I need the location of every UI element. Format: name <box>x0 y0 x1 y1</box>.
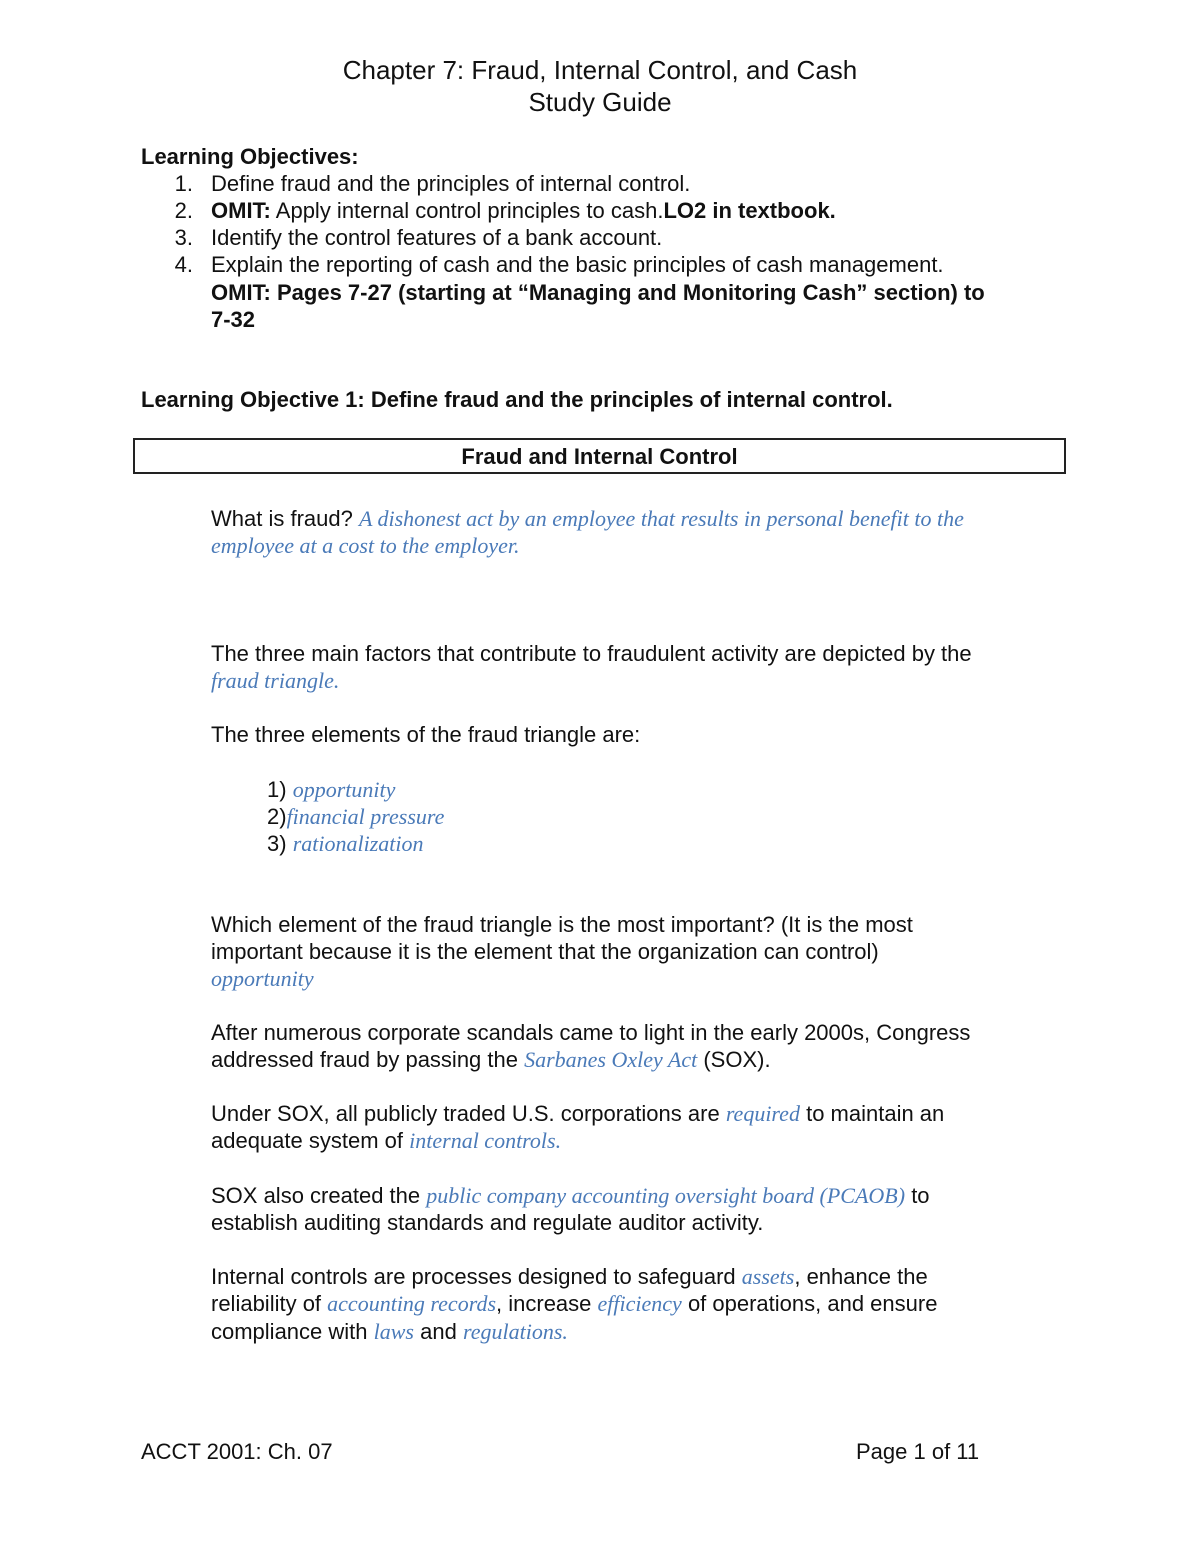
element-number: 3) <box>267 831 287 856</box>
answer-text: Sarbanes Oxley Act <box>524 1047 698 1072</box>
objective-number: 3. <box>174 225 193 250</box>
sox-line1: After numerous corporate scandals came to light in the early 2000s, Congress <box>211 1020 971 1045</box>
ic-line2 <box>211 1290 937 1317</box>
answer-text: fraud triangle <box>211 668 334 693</box>
answer-text: internal controls <box>409 1128 556 1153</box>
objective-number: 2. <box>174 198 193 223</box>
answer-text: accounting records <box>327 1291 497 1316</box>
element-number: 1) <box>267 777 287 802</box>
objective-item <box>153 251 944 278</box>
section-title-box: Fraud and Internal Control <box>133 438 1066 474</box>
question-text: What is fraud? <box>211 506 353 531</box>
objective-number: 4. <box>174 252 193 277</box>
ic-line3: compliance with laws and regulations. <box>211 1319 568 1344</box>
lo1-heading: Learning Objective 1: Define fraud and the principles of internal control. <box>141 387 893 412</box>
sox-line2 <box>211 1046 771 1073</box>
requirement-line2: adequate system of internal controls. <box>211 1128 562 1153</box>
element-number: 2) <box>267 804 287 829</box>
requirement-text: to maintain an <box>806 1101 945 1126</box>
factors-text: The three main factors that contribute to fraudulent activity are depicted by the <box>211 641 972 666</box>
requirement-text: adequate system of <box>211 1128 404 1153</box>
answer-text: A dishonest act by an employee that results in personal benefit to the <box>358 506 964 531</box>
objective-text: Define fraud and the principles of internal control. <box>211 171 691 196</box>
important-question-line2: important because it is the element that the organization can control) <box>211 939 879 964</box>
answer-text: required <box>725 1101 800 1126</box>
sox-text: (SOX). <box>703 1047 771 1072</box>
omit-note-line2: 7-32 <box>211 307 256 332</box>
ic-text: Internal controls are processes designed to safeguard <box>211 1264 736 1289</box>
pcaob-line2: establish auditing standards and regulate auditor activity. <box>211 1210 764 1235</box>
objective-item <box>153 224 662 251</box>
answer-text: rationalization <box>292 831 424 856</box>
elements-intro: The three elements of the fraud triangle are: <box>211 722 641 747</box>
sox-text: addressed fraud by passing the <box>211 1047 518 1072</box>
answer-text: public company accounting oversight board (PCAOB) <box>426 1183 906 1208</box>
answer-text: laws <box>373 1319 414 1344</box>
ic-text: reliability of <box>211 1291 322 1316</box>
factors-answer-line: fraud triangle. <box>211 668 340 693</box>
ic-text: compliance with <box>211 1319 368 1344</box>
omit-note-line1: OMIT: Pages 7-27 (starting at “Managing and Monitoring Cash” section) to <box>211 280 985 305</box>
objective-item <box>153 197 836 224</box>
important-question-line1: Which element of the fraud triangle is the most important? (It is the most <box>211 912 913 937</box>
answer-text: assets <box>741 1264 795 1289</box>
page-subtitle: Study Guide <box>528 87 672 117</box>
omit-label: OMIT: <box>211 198 271 223</box>
page-title: Chapter 7: Fraud, Internal Control, and Cash <box>342 55 858 85</box>
objective-note: LO2 in textbook. <box>663 198 836 223</box>
ic-line1 <box>211 1263 928 1290</box>
pcaob-text: to <box>911 1183 930 1208</box>
objective-item <box>153 170 690 197</box>
answer-text: regulations <box>462 1319 563 1344</box>
answer-text: financial pressure <box>286 804 445 829</box>
element-item <box>267 776 395 803</box>
requirement-line1 <box>211 1100 944 1127</box>
answer-text: efficiency <box>597 1291 682 1316</box>
objectives-heading: Learning Objectives: <box>141 144 359 169</box>
requirement-text: Under SOX, all publicly traded U.S. corporations are <box>211 1101 720 1126</box>
element-item <box>267 830 423 857</box>
pcaob-line1 <box>211 1182 930 1209</box>
footer-course: ACCT 2001: Ch. 07 <box>141 1439 333 1464</box>
objective-text: Apply internal control principles to cash. <box>270 198 664 223</box>
ic-text: , enhance the <box>794 1264 928 1289</box>
objective-text: Explain the reporting of cash and the basic principles of cash management. <box>211 252 944 277</box>
answer-text: opportunity <box>211 966 314 991</box>
ic-text: and <box>420 1319 457 1344</box>
element-item <box>267 803 444 830</box>
objective-text: Identify the control features of a bank account. <box>211 225 663 250</box>
objective-number: 1. <box>174 171 193 196</box>
ic-text: of operations, and ensure <box>687 1291 938 1316</box>
footer-page-number: Page 1 of 11 <box>856 1439 980 1464</box>
answer-text: opportunity <box>292 777 396 802</box>
ic-text: , increase <box>496 1291 592 1316</box>
fraud-question <box>211 505 964 532</box>
answer-text: employee at a cost to the employer. <box>211 533 520 558</box>
pcaob-text: SOX also created the <box>211 1183 421 1208</box>
